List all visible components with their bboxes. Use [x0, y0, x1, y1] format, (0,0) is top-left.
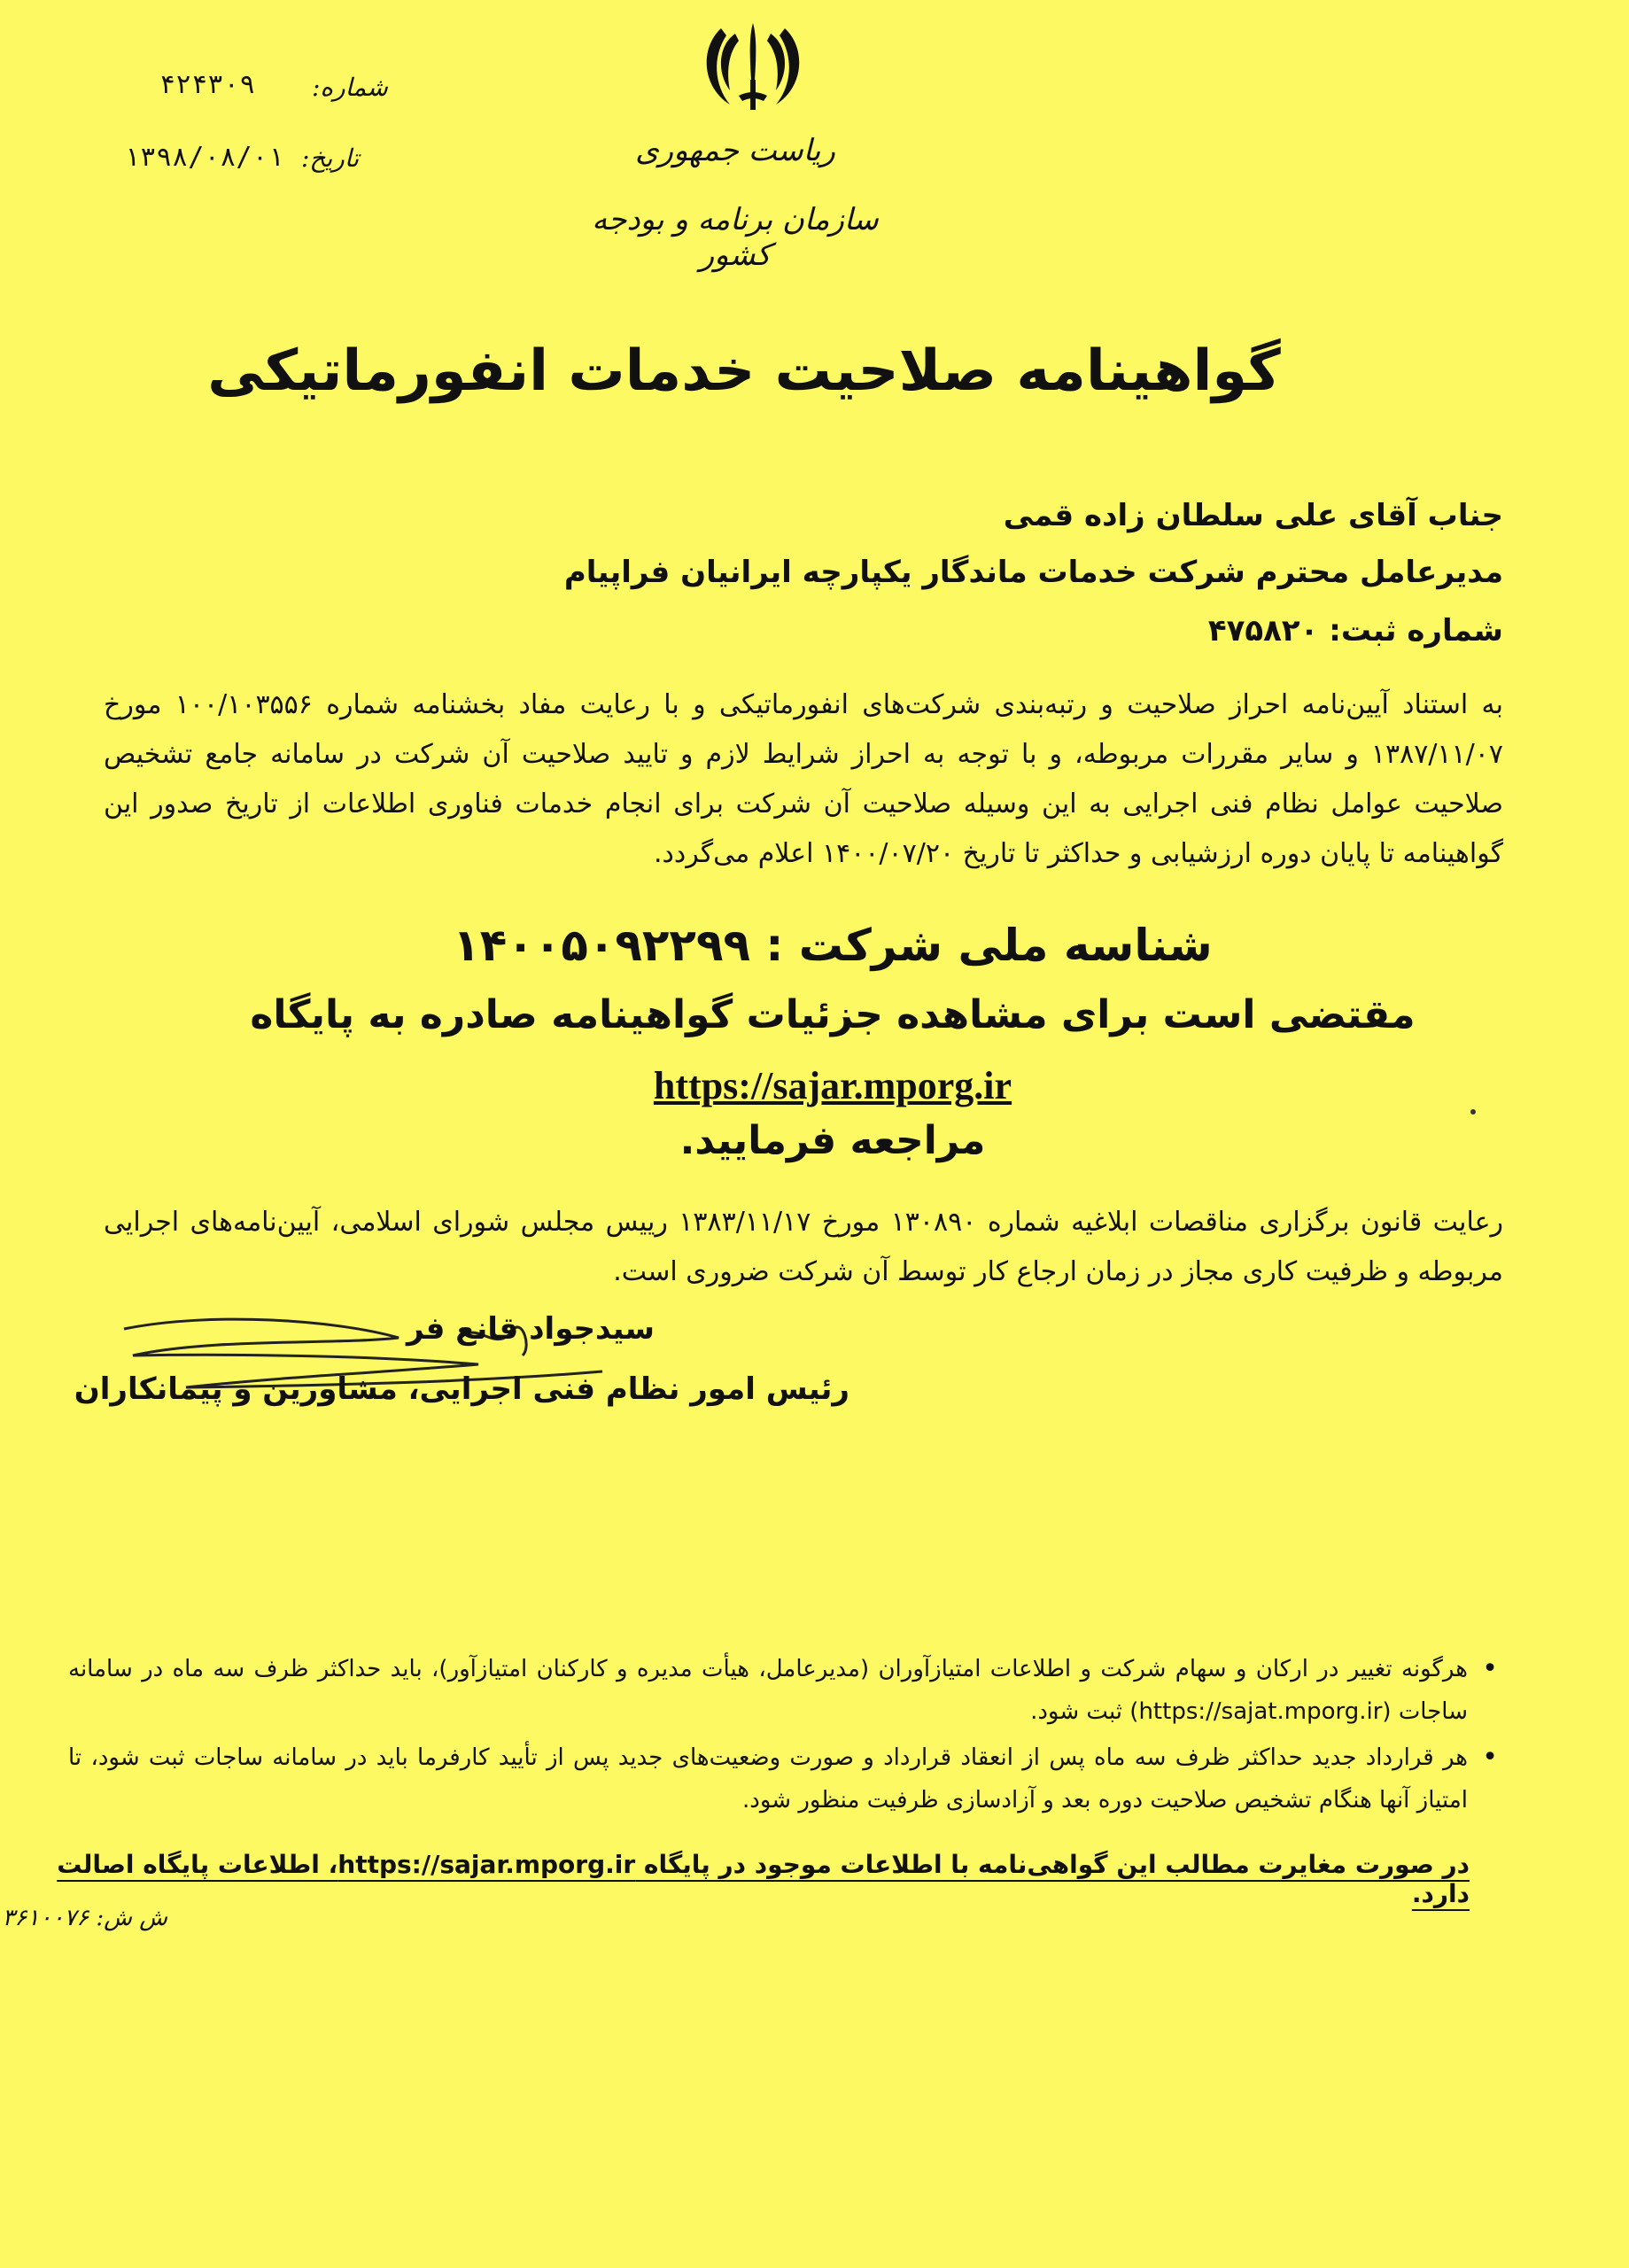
date-label: تاریخ: — [301, 144, 360, 173]
org-line-presidency: ریاست جمهوری — [635, 133, 835, 168]
scan-dot — [1470, 1109, 1476, 1115]
footer-note: در صورت مغایرت مطالب این گواهی‌نامه با اطلاعات موجود در پایگاه https://sajar.mporg.ir، اطلاعات پایگاه اصالت دارد. — [57, 1850, 1470, 1908]
compliance-paragraph: رعایت قانون برگزاری مناقصات ابلاغیه شماره ۱۳۰۸۹۰ مورخ ۱۳۸۳/۱۱/۱۷ رییس مجلس شورای اسلامی، آیین‌نامه‌های اجرایی مربوطه و ظرفیت کاری مجاز در زمان ارجاع کار توسط آن شرکت ضروری است. — [104, 1207, 1503, 1287]
signer-name: سیدجواد قانع فر — [407, 1311, 655, 1347]
number-label: شماره: — [312, 73, 388, 102]
note-item: • هر قرارداد جدید حداکثر ظرف سه ماه پس از انعقاد قرارداد و صورت وضعیت‌های جدید پس از تأیید کارفرما باید در سامانه ساجات ثبت شود، تا امتیاز آنها هنگام تشخیص صلاحیت دوره بعد و آزادسازی ظرفیت منظور شود. — [68, 1736, 1468, 1821]
body-paragraph: به استناد آیین‌نامه احراز صلاحیت و رتبه‌بندی شرکت‌های انفورماتیکی و با رعایت مفاد بخشنامه شماره ۱۰۰/۱۰۳۵۵۶ مورخ ۱۳۸۷/۱۱/۰۷ و سایر مقررات مربوطه، و با توجه به احراز شرایط لازم و تایید صلاحیت آن شرکت در سامانه جامع تشخیص صلاحیت عوامل نظام فنی اجرایی به این وسیله صلاحیت آن شرکت برای انجام خدمات فناوری اطلاعات از تاریخ صدور این گواهینامه تا پایان دوره ارزشیابی و حداکثر تا تاریخ ۱۴۰۰/۰۷/۲۰ اعلام می‌گردد. — [104, 689, 1503, 869]
serial-number: ش ش: ۳۶۱۰۰۷۶ — [2, 1905, 167, 1931]
notes-list — [68, 1648, 1503, 1825]
certificate-title: گواهینامه صلاحیت خدمات انفورماتیکی — [207, 338, 1281, 404]
refer-line: مراجعه فرمایید. — [679, 1118, 986, 1163]
signer-title: رئیس امور نظام فنی اجرایی، مشاورین و پیمانکاران — [74, 1371, 849, 1407]
view-details-line: مقتضی است برای مشاهده جزئیات گواهینامه صادره به پایگاه — [250, 992, 1416, 1037]
note-item: • هرگونه تغییر در ارکان و سهام شرکت و اطلاعات امتیازآوران (مدیرعامل، هیأت مدیره و کارکنان امتیازآور)، باید حداکثر ظرف سه ماه در سامانه ساجات (https://sajat.mporg.ir) ثبت شود. — [68, 1648, 1468, 1733]
sajar-link[interactable]: https://sajar.mporg.ir — [653, 1064, 1012, 1107]
registration-number: شماره ثبت: ۴۷۵۸۲۰ — [1207, 613, 1503, 649]
addressee-name: جناب آقای علی سلطان زاده قمی — [1003, 498, 1503, 533]
addressee-position: مدیرعامل محترم شرکت خدمات ماندگار یکپارچه ایرانیان فراپیام — [563, 555, 1503, 590]
iran-emblem-icon — [700, 18, 806, 120]
org-line-budget-organization: سازمان برنامه و بودجه کشور — [592, 202, 879, 273]
date-value: ۱۳۹۸/۰۸/۰۱ — [124, 142, 284, 173]
national-id-line: شناسه ملی شرکت : ۱۴۰۰۵۰۹۲۲۹۹ — [453, 920, 1213, 971]
number-value: ۴۲۴۳۰۹ — [159, 69, 256, 100]
